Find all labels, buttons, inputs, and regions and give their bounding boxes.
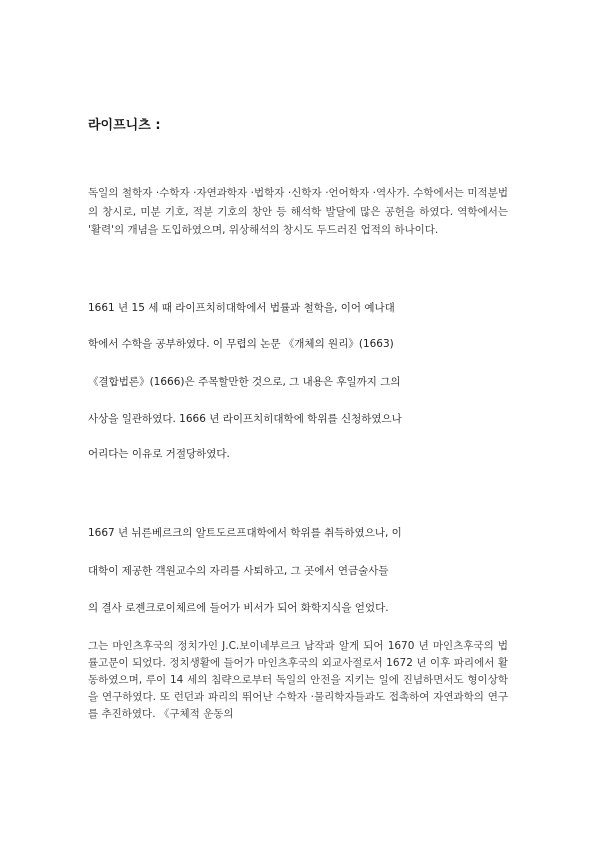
section3-line: 1667 년 뉘른베르크의 알트도르프대학에서 학위를 취득하였으나, 이 — [88, 527, 402, 539]
section2-line: 어리다는 이유로 거절당하였다. — [88, 448, 230, 460]
intro-paragraph: 독일의 철학자 ·수학자 ·자연과학자 ·법학자 ·신학자 ·언어학자 ·역사가. 수학에서는 미적분법의 창시로, 미분 기호, 적분 기호의 창안 등 해석학 발달에 많은 공헌을 하였다. 역학에서는 '활력'의 개념을 도입하였으며, 위상해석의 창시도 두드러진 업적의 하나이다. — [88, 187, 508, 236]
section3-line: 의 결사 로젠크로이체르에 들어가 비서가 되어 화학지식을 얻었다. — [88, 602, 389, 614]
section3-line: 대학이 제공한 객원교수의 자리를 사퇴하고, 그 곳에서 연금술사들 — [88, 565, 389, 577]
page-title: 라이프니츠 : — [88, 118, 161, 133]
section2-line: 《결합법론》(1666)은 주목할만한 것으로, 그 내용은 후일까지 그의 — [88, 376, 401, 388]
section2-line: 학에서 수학을 공부하였다. 이 무렵의 논문 《개체의 원리》(1663) — [88, 338, 394, 350]
section2-line: 1661 년 15 세 때 라이프치히대학에서 법률과 철학을, 이어 예나대 — [88, 302, 395, 314]
section2-line: 사상을 일관하였다. 1666 년 라이프치히대학에 학위를 신청하였으나 — [88, 413, 402, 425]
closing-paragraph: 그는 마인츠후국의 정치가인 J.C.보이네부르크 남작과 알게 되어 1670 년 마인츠후국의 법률고문이 되었다. 정치생활에 들어가 마인츠후국의 외교사절로서 1672 년 이후 파리에서 활동하였으며, 루이 14 세의 침략으로부터 독일의 안전을 지키는 일에 진념하면서도 형이상학을 연구하였다. 또 런던과 파리의 뛰어난 수학자 ·물리학자들과도 접촉하여 자연과학의 연구를 추진하였다. 《구체적 운동의 — [88, 640, 508, 720]
